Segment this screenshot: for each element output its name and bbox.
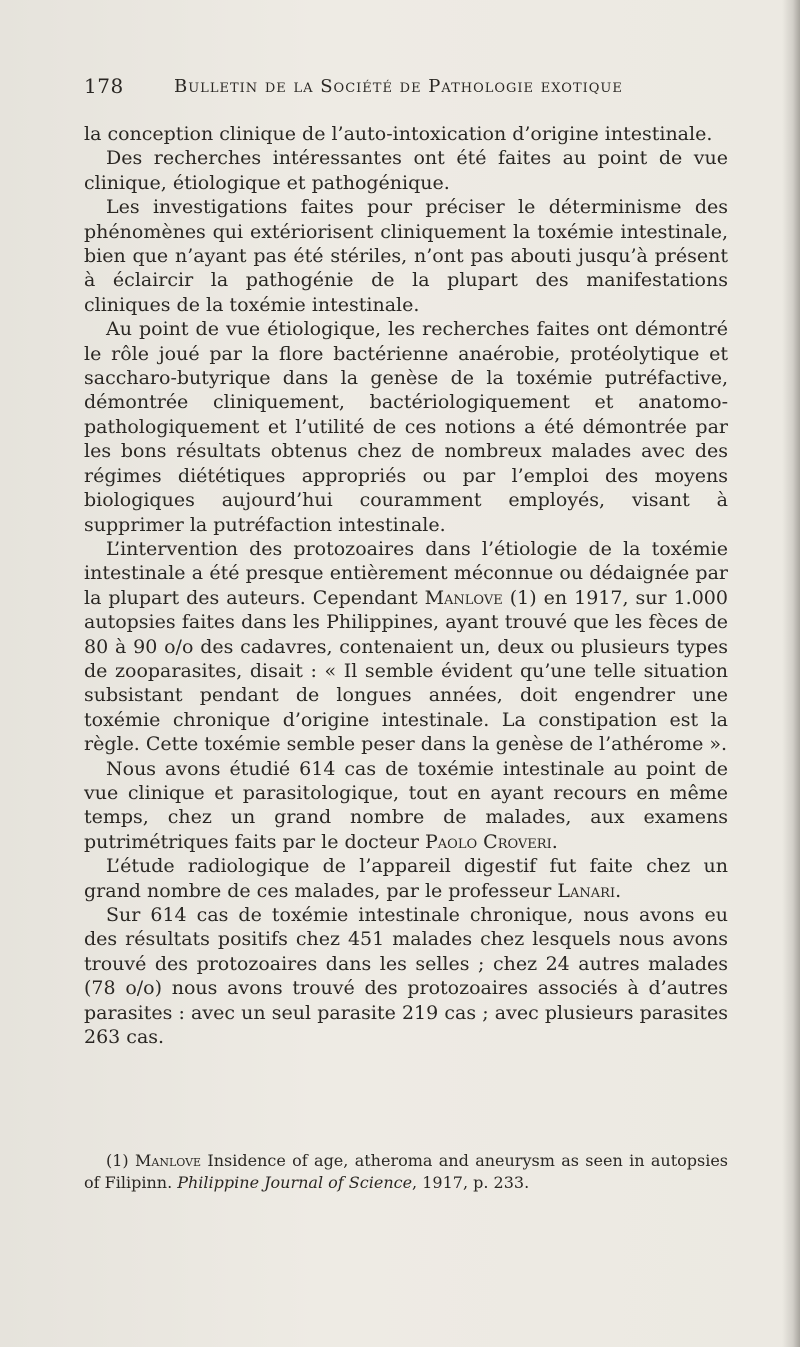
paragraph-1: la conception clinique de l’auto-intoxication d’origine intestinale. — [84, 123, 713, 145]
person-name: Lanari — [557, 879, 616, 902]
paragraph-8: Sur 614 cas de toxémie intestinale chronique, nous avons eu des résultats positifs chez 451 malades chez lesquels nous avons trouvé des protozoaires dans les selles ; chez 24 autres malades (78 o/o) nous avons trouvé des protozoaires associés à d’autres parasites : avec un seul parasite 219 cas ; avec plusieurs parasites 263 cas. — [84, 904, 728, 1049]
paragraph-5-text-a: L’intervention des protozoaires dans l’étiologie de la toxémie intestinale a été presque entièrement méconnue ou dédaignée par la plupart des auteurs. Cependant — [84, 537, 728, 609]
page-header — [84, 74, 664, 104]
paragraph-5-text-b: (1) en 1917, sur 1.000 autopsies faites dans les Philippines, ayant trouvé que les fèces de 80 à 90 o/o des cadavres, contenaient un, deux ou plusieurs types de zooparasites, disait : « Il semble évident qu’une telle situation subsistant pendant de longues années, doit engendrer une toxémie chronique d’origine intestinale. La constipation est la règle. Cette toxémie semble peser dans la genèse de l’athérome ». — [84, 586, 728, 756]
footnote — [84, 1150, 728, 1194]
footnote-journal: Philippine Journal of Science — [177, 1173, 413, 1192]
person-name: Paolo Croveri — [425, 830, 552, 853]
paragraph-6-text-a: Nous avons étudié 614 cas de toxémie intestinale au point de vue clinique et parasitologique, tout en ayant recours en même temps, chez un grand nombre de malades, aux examens putrimétriques faits par le docteur — [84, 757, 728, 853]
paragraph-3: Les investigations faites pour préciser le déterminisme des phénomènes qui extériorisent cliniquement la toxémie intestinale, bien que n’ayant pas été stériles, n’ont pas abouti jusqu’à présent à éclaircir la pathogénie de la plupart des manifestations cliniques de la toxémie intestinale. — [84, 196, 728, 316]
paragraph-6 — [84, 757, 728, 855]
paragraph-7-text-a: L’étude radiologique de l’appareil digestif fut faite chez un grand nombre de ces malades, par le professeur — [84, 855, 728, 902]
body-text — [84, 122, 728, 1049]
footnote-author: Manlove — [135, 1151, 202, 1170]
page-number: 178 — [84, 74, 124, 98]
running-head: Bulletin de la Société de Pathologie exotique — [174, 76, 623, 97]
footnote-text-a: Insidence of age, atheroma and aneurysm as seen in autopsies of Filipinn. — [84, 1151, 728, 1192]
page-edge-shadow — [782, 0, 800, 1347]
footnote-1 — [84, 1150, 728, 1194]
footnote-text-b: , 1917, p. 233. — [412, 1173, 530, 1192]
paragraph-2: Des recherches intéressantes ont été faites au point de vue clinique, étiologique et pathogénique. — [84, 147, 728, 194]
paragraph-7 — [84, 854, 728, 903]
footnote-marker: (1) — [106, 1151, 135, 1170]
paragraph-4: Au point de vue étiologique, les recherches faites ont démontré le rôle joué par la flore bactérienne anaérobie, protéolytique et saccharo-butyrique dans la genèse de la toxémie putréfactive, démontrée cliniquement, bactériologiquement et anatomo-pathologiquement et l’utilité de ces notions a été démontrée par les bons résultats obtenus chez de nombreux malades avec des régimes diététiques appropriés ou par l’emploi des moyens biologiques aujourd’hui couramment employés, visant à supprimer la putréfaction intestinale. — [84, 318, 728, 536]
paragraph-6-text-b: . — [551, 830, 558, 853]
paragraph-5 — [84, 537, 728, 757]
paragraph-7-text-b: . — [615, 879, 622, 902]
author-name: Manlove — [424, 586, 503, 609]
